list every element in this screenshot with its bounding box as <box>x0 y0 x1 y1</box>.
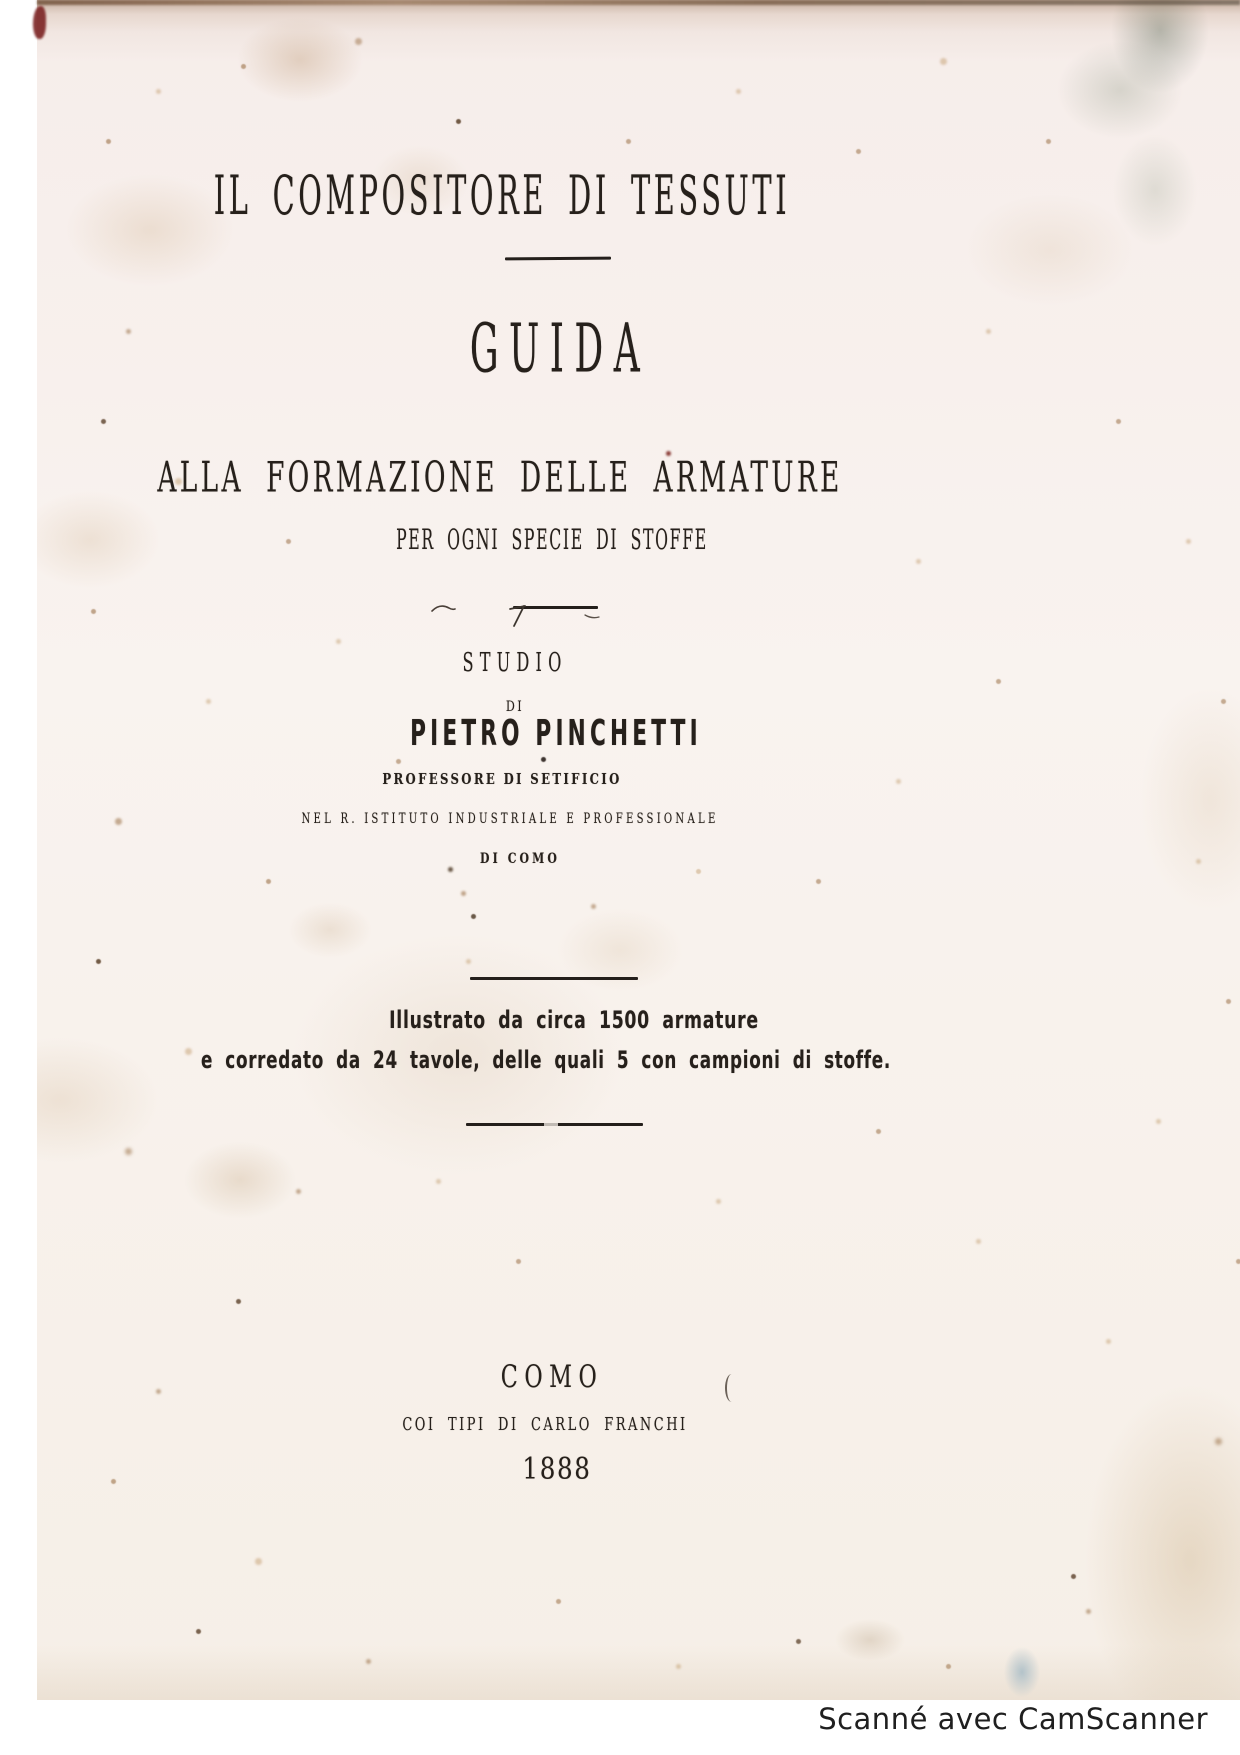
subtitle-line-1: ALLA FORMAZIONE DELLE ARMATURE <box>157 453 843 503</box>
study-preposition: DI <box>505 699 525 715</box>
camscanner-watermark-strip <box>0 1700 1240 1755</box>
book-title: GUIDA <box>469 309 651 388</box>
author-role: PROFESSORE DI SETIFICIO <box>382 770 622 788</box>
illustration-note-line-2: e corredato da 24 tavole, delle quali 5 con campioni di stoffe. <box>201 1046 891 1074</box>
pen-paren-mark <box>725 1374 738 1402</box>
institution-city: DI COMO <box>479 851 561 867</box>
paper-sheet <box>37 0 1240 1700</box>
divider-rule-note-top <box>470 977 638 980</box>
series-title: IL COMPOSITORE DI TESSUTI <box>213 164 791 228</box>
imprint-year: 1888 <box>522 1452 592 1487</box>
illustration-note-line-1: Illustrato da circa 1500 armature <box>389 1006 759 1034</box>
subtitle-line-2: PER OGNI SPECIE DI STOFFE <box>396 523 708 556</box>
imprint-city: COMO <box>500 1359 604 1395</box>
imprint-printer: COI TIPI DI CARLO FRANCHI <box>402 1414 688 1435</box>
study-label: STUDIO <box>462 648 568 678</box>
author-institution: NEL R. ISTITUTO INDUSTRIALE E PROFESSIONALE <box>301 811 719 827</box>
edge-stain-mark <box>33 6 46 39</box>
divider-rule-note-bottom <box>466 1123 643 1126</box>
camscanner-watermark-text: Scanné avec CamScanner <box>818 1702 1208 1736</box>
pen-scribble-marks <box>425 598 615 632</box>
author-name: PIETRO PINCHETTI <box>410 713 702 754</box>
foxing-speckles <box>37 0 40 3</box>
